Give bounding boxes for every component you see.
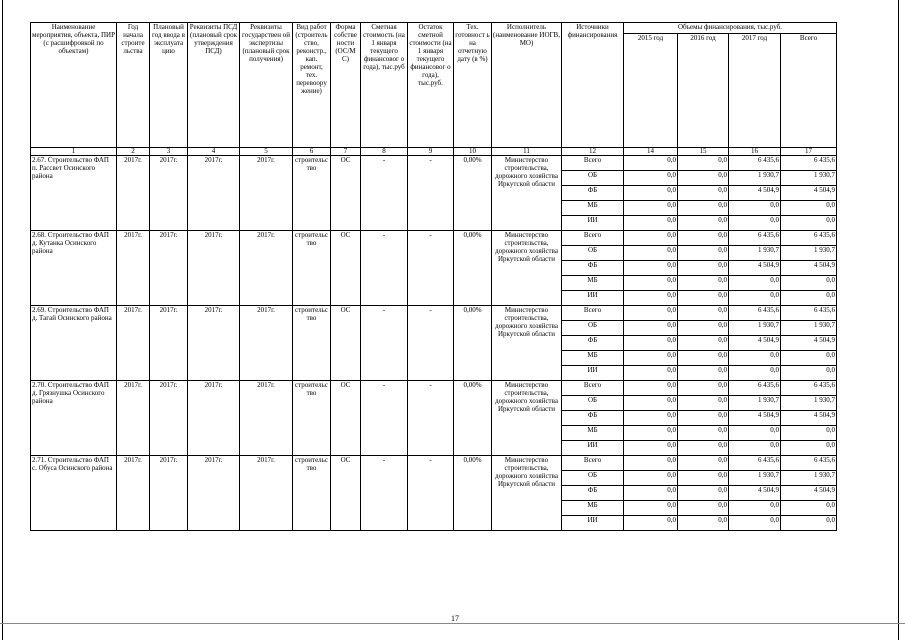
col-executor: Исполнитель (наименование ИОГВ, МО) (492, 23, 562, 148)
executor: Министерство строительства, дорожного хозяйства Иркутской области (492, 381, 562, 456)
value-2015: 0,0 (624, 366, 678, 381)
table-row (31, 381, 837, 396)
column-number: 4 (188, 148, 240, 156)
column-number: 17 (781, 148, 837, 156)
col-name: Наименование мероприятия, объекта, ПИР (с расшифровкой по объектам) (31, 23, 117, 148)
column-number: 11 (492, 148, 562, 156)
expertise-date: 2017г. (240, 231, 293, 306)
col-start-year: Год начала строите льства (117, 23, 150, 148)
work-type: строительс тво (293, 306, 331, 381)
value-2017: 0,0 (729, 441, 781, 456)
value-total: 0,0 (781, 441, 837, 456)
col-total: Всего (781, 34, 837, 148)
work-type: строительс тво (293, 456, 331, 531)
funding-source: МБ (562, 426, 624, 441)
readiness: 0,00% (454, 156, 492, 231)
value-2017: 0,0 (729, 426, 781, 441)
value-2017: 0,0 (729, 516, 781, 531)
planned-year: 2017г. (150, 156, 188, 231)
executor: Министерство строительства, дорожного хозяйства Иркутской области (492, 156, 562, 231)
col-sources: Источники финансирования (562, 23, 624, 148)
value-total: 0,0 (781, 516, 837, 531)
executor: Министерство строительства, дорожного хозяйства Иркутской области (492, 231, 562, 306)
value-total: 1 930,7 (781, 396, 837, 411)
col-ownership: Форма собстве ности (ОС/М С) (331, 23, 361, 148)
value-2015: 0,0 (624, 201, 678, 216)
page-bottom-rule (0, 623, 905, 624)
col-expertise: Реквизиты государствен ой экспертизы (плановый срок получения) (240, 23, 293, 148)
funding-source: ФБ (562, 261, 624, 276)
value-2015: 0,0 (624, 276, 678, 291)
value-2015: 0,0 (624, 516, 678, 531)
value-total: 4 504,9 (781, 411, 837, 426)
funding-source: Всего (562, 381, 624, 396)
funding-source: Всего (562, 231, 624, 246)
readiness: 0,00% (454, 456, 492, 531)
col-funding-group: Объемы финансирования, тыс.руб. (624, 23, 837, 34)
start-year: 2017г. (117, 231, 150, 306)
value-2016: 0,0 (678, 306, 729, 321)
value-2016: 0,0 (678, 381, 729, 396)
remaining: - (408, 306, 454, 381)
value-total: 6 435,6 (781, 381, 837, 396)
value-2015: 0,0 (624, 261, 678, 276)
value-2017: 6 435,6 (729, 381, 781, 396)
value-2016: 0,0 (678, 336, 729, 351)
col-readiness: Тех. готовност ь на отчетную дату (в %) (454, 23, 492, 148)
value-2016: 0,0 (678, 501, 729, 516)
col-2017: 2017 год (729, 34, 781, 148)
value-2016: 0,0 (678, 471, 729, 486)
value-2015: 0,0 (624, 351, 678, 366)
table-row (31, 156, 837, 171)
value-total: 4 504,9 (781, 186, 837, 201)
value-2015: 0,0 (624, 231, 678, 246)
funding-source: ОБ (562, 171, 624, 186)
value-total: 4 504,9 (781, 261, 837, 276)
value-2016: 0,0 (678, 276, 729, 291)
project-name: 2.67. Строительство ФАП п. Рассвет Осинского района (31, 156, 117, 231)
value-total: 0,0 (781, 351, 837, 366)
value-2016: 0,0 (678, 411, 729, 426)
value-total: 4 504,9 (781, 336, 837, 351)
value-2016: 0,0 (678, 321, 729, 336)
value-2015: 0,0 (624, 411, 678, 426)
column-number: 15 (678, 148, 729, 156)
column-number: 7 (331, 148, 361, 156)
funding-source: ИИ (562, 216, 624, 231)
value-total: 0,0 (781, 426, 837, 441)
value-2017: 0,0 (729, 216, 781, 231)
estimate: - (361, 456, 408, 531)
expertise-date: 2017г. (240, 381, 293, 456)
value-2017: 0,0 (729, 201, 781, 216)
project-name: 2.68. Строительство ФАП д. Кутанка Осинского района (31, 231, 117, 306)
value-2016: 0,0 (678, 366, 729, 381)
col-planned-year: Плановый год ввода в эксплуата цию (150, 23, 188, 148)
funding-source: МБ (562, 351, 624, 366)
value-2016: 0,0 (678, 396, 729, 411)
funding-source: ФБ (562, 411, 624, 426)
funding-source: МБ (562, 201, 624, 216)
expertise-date: 2017г. (240, 156, 293, 231)
table-row (31, 306, 837, 321)
executor: Министерство строительства, дорожного хозяйства Иркутской области (492, 456, 562, 531)
value-total: 1 930,7 (781, 321, 837, 336)
value-2016: 0,0 (678, 516, 729, 531)
project-name: 2.70. Строительство ФАП д. Грязнушка Осинского района (31, 381, 117, 456)
value-2017: 0,0 (729, 351, 781, 366)
col-work-type: Вид работ (строитель ство, реконстр., кап. ремонт, тех. перевоору жение) (293, 23, 331, 148)
project-name: 2.69. Строительство ФАП д. Тагай Осинского района (31, 306, 117, 381)
value-total: 6 435,6 (781, 456, 837, 471)
estimate: - (361, 381, 408, 456)
value-2017: 6 435,6 (729, 456, 781, 471)
value-2016: 0,0 (678, 426, 729, 441)
value-2016: 0,0 (678, 456, 729, 471)
col-estimate: Сметная стоимость (на 1 января текущего финансовог о года), тыс.руб (361, 23, 408, 148)
project-name: 2.71. Строительство ФАП с. Обуса Осинского района (31, 456, 117, 531)
planned-year: 2017г. (150, 456, 188, 531)
value-2016: 0,0 (678, 156, 729, 171)
ownership: ОС (331, 381, 361, 456)
start-year: 2017г. (117, 306, 150, 381)
value-2016: 0,0 (678, 486, 729, 501)
estimate: - (361, 156, 408, 231)
estimate: - (361, 231, 408, 306)
value-2017: 0,0 (729, 276, 781, 291)
col-remaining: Остаток сметной стоимости (на 1 января текущего финансовог о года), тыс.руб. (408, 23, 454, 148)
value-total: 1 930,7 (781, 471, 837, 486)
col-psd: Реквизиты ПСД (плановый срок утверждения ПСД) (188, 23, 240, 148)
col-2016: 2016 год (678, 34, 729, 148)
value-2016: 0,0 (678, 231, 729, 246)
scan-edge-right (898, 0, 899, 640)
value-2017: 1 930,7 (729, 246, 781, 261)
value-2016: 0,0 (678, 171, 729, 186)
planned-year: 2017г. (150, 231, 188, 306)
funding-source: ФБ (562, 336, 624, 351)
value-2017: 6 435,6 (729, 231, 781, 246)
psd-date: 2017г. (188, 456, 240, 531)
funding-source: ИИ (562, 516, 624, 531)
ownership: ОС (331, 231, 361, 306)
value-total: 0,0 (781, 366, 837, 381)
remaining: - (408, 381, 454, 456)
value-2015: 0,0 (624, 456, 678, 471)
value-total: 1 930,7 (781, 171, 837, 186)
value-2015: 0,0 (624, 306, 678, 321)
work-type: строительс тво (293, 231, 331, 306)
funding-source: ФБ (562, 486, 624, 501)
value-2015: 0,0 (624, 216, 678, 231)
column-numbers-row (31, 148, 837, 156)
funding-source: ОБ (562, 246, 624, 261)
value-2016: 0,0 (678, 291, 729, 306)
readiness: 0,00% (454, 231, 492, 306)
planned-year: 2017г. (150, 306, 188, 381)
work-type: строительс тво (293, 156, 331, 231)
estimate: - (361, 306, 408, 381)
value-total: 6 435,6 (781, 231, 837, 246)
value-total: 0,0 (781, 276, 837, 291)
start-year: 2017г. (117, 456, 150, 531)
table-row (31, 231, 837, 246)
col-2015: 2015 год (624, 34, 678, 148)
funding-source: ИИ (562, 441, 624, 456)
funding-source: Всего (562, 156, 624, 171)
page-number: 17 (451, 614, 459, 623)
value-2015: 0,0 (624, 321, 678, 336)
financing-table (30, 22, 837, 531)
value-2017: 1 930,7 (729, 396, 781, 411)
funding-source: ОБ (562, 396, 624, 411)
value-2017: 1 930,7 (729, 321, 781, 336)
value-2016: 0,0 (678, 261, 729, 276)
value-2017: 1 930,7 (729, 471, 781, 486)
funding-source: ИИ (562, 291, 624, 306)
value-2015: 0,0 (624, 336, 678, 351)
work-type: строительс тво (293, 381, 331, 456)
value-2017: 1 930,7 (729, 171, 781, 186)
value-2017: 6 435,6 (729, 306, 781, 321)
value-2017: 0,0 (729, 366, 781, 381)
column-number: 8 (361, 148, 408, 156)
column-number: 1 (31, 148, 117, 156)
value-2017: 0,0 (729, 501, 781, 516)
column-number: 6 (293, 148, 331, 156)
table-body (31, 156, 837, 531)
value-2017: 4 504,9 (729, 411, 781, 426)
psd-date: 2017г. (188, 381, 240, 456)
funding-source: ОБ (562, 471, 624, 486)
value-2015: 0,0 (624, 501, 678, 516)
value-2015: 0,0 (624, 471, 678, 486)
readiness: 0,00% (454, 381, 492, 456)
value-2016: 0,0 (678, 441, 729, 456)
funding-source: ИИ (562, 366, 624, 381)
funding-source: МБ (562, 276, 624, 291)
value-total: 6 435,6 (781, 156, 837, 171)
column-number: 9 (408, 148, 454, 156)
funding-source: Всего (562, 456, 624, 471)
value-2017: 4 504,9 (729, 336, 781, 351)
planned-year: 2017г. (150, 381, 188, 456)
value-total: 4 504,9 (781, 486, 837, 501)
value-2015: 0,0 (624, 246, 678, 261)
psd-date: 2017г. (188, 231, 240, 306)
ownership: ОС (331, 456, 361, 531)
remaining: - (408, 156, 454, 231)
value-total: 0,0 (781, 201, 837, 216)
value-2015: 0,0 (624, 291, 678, 306)
value-2017: 4 504,9 (729, 186, 781, 201)
column-number: 16 (729, 148, 781, 156)
executor: Министерство строительства, дорожного хозяйства Иркутской области (492, 306, 562, 381)
value-2016: 0,0 (678, 186, 729, 201)
value-2015: 0,0 (624, 156, 678, 171)
funding-source: МБ (562, 501, 624, 516)
value-2016: 0,0 (678, 216, 729, 231)
column-number: 2 (117, 148, 150, 156)
funding-source: ФБ (562, 186, 624, 201)
remaining: - (408, 456, 454, 531)
value-2016: 0,0 (678, 246, 729, 261)
expertise-date: 2017г. (240, 306, 293, 381)
column-number: 3 (150, 148, 188, 156)
value-total: 0,0 (781, 501, 837, 516)
value-2017: 0,0 (729, 291, 781, 306)
value-2015: 0,0 (624, 441, 678, 456)
column-number: 14 (624, 148, 678, 156)
column-number: 10 (454, 148, 492, 156)
value-total: 1 930,7 (781, 246, 837, 261)
funding-source: ОБ (562, 321, 624, 336)
psd-date: 2017г. (188, 306, 240, 381)
value-2015: 0,0 (624, 426, 678, 441)
value-2016: 0,0 (678, 351, 729, 366)
readiness: 0,00% (454, 306, 492, 381)
value-total: 0,0 (781, 216, 837, 231)
value-2015: 0,0 (624, 486, 678, 501)
expertise-date: 2017г. (240, 456, 293, 531)
value-2017: 4 504,9 (729, 261, 781, 276)
start-year: 2017г. (117, 156, 150, 231)
remaining: - (408, 231, 454, 306)
value-2015: 0,0 (624, 381, 678, 396)
value-2017: 6 435,6 (729, 156, 781, 171)
scan-edge-left (2, 0, 3, 640)
value-2017: 4 504,9 (729, 486, 781, 501)
value-total: 6 435,6 (781, 306, 837, 321)
column-number: 5 (240, 148, 293, 156)
value-2016: 0,0 (678, 201, 729, 216)
value-2015: 0,0 (624, 171, 678, 186)
value-2015: 0,0 (624, 186, 678, 201)
funding-source: Всего (562, 306, 624, 321)
column-number: 12 (562, 148, 624, 156)
ownership: ОС (331, 156, 361, 231)
psd-date: 2017г. (188, 156, 240, 231)
table-row (31, 456, 837, 471)
value-2015: 0,0 (624, 396, 678, 411)
value-total: 0,0 (781, 291, 837, 306)
ownership: ОС (331, 306, 361, 381)
start-year: 2017г. (117, 381, 150, 456)
